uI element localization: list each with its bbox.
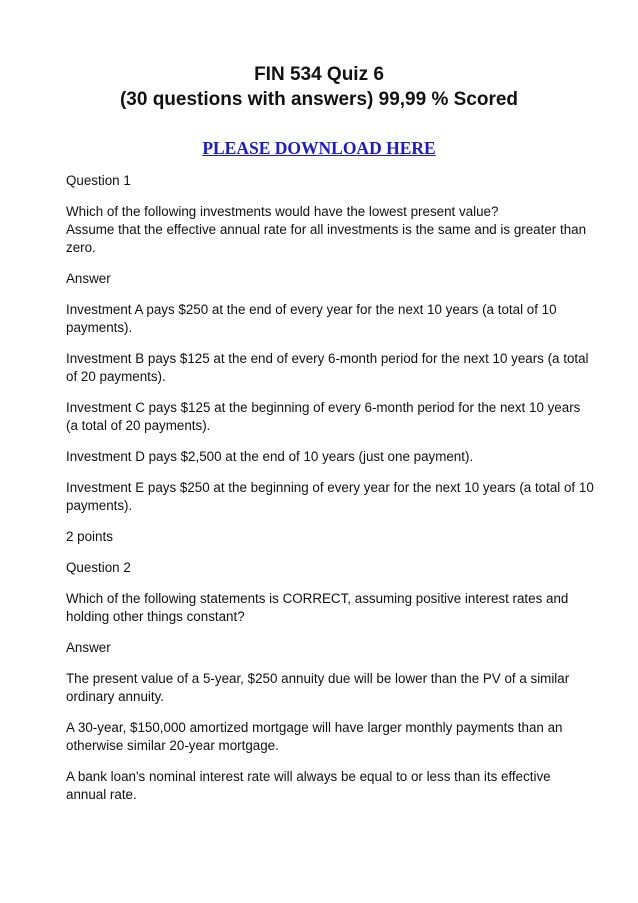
question-1-option-c: Investment C pays $125 at the beginning of every 6-month period for the next 10 years (a total of 20 payments). (66, 400, 581, 433)
question-1-option-e: Investment E pays $250 at the beginning of every year for the next 10 years (a total of 10 payments). (66, 480, 594, 513)
question-1-option-d: Investment D pays $2,500 at the end of 10 years (just one payment). (66, 449, 474, 464)
question-2-text: Which of the following statements is CORRECT, assuming positive interest rates and holding other things constant? (66, 591, 569, 624)
question-2-option-b: A 30-year, $150,000 amortized mortgage will have larger monthly payments than an otherwise similar 20-year mortgage. (66, 720, 563, 753)
question-1-label: Question 1 (66, 173, 131, 188)
question-1-option-a: Investment A pays $250 at the end of every year for the next 10 years (a total of 10 payments). (66, 302, 557, 335)
question-1-option-b: Investment B pays $125 at the end of every 6-month period for the next 10 years (a total of 20 payments). (66, 351, 589, 384)
page-title (0, 62, 638, 112)
question-2-label: Question 2 (66, 560, 131, 575)
question-1-text (66, 203, 594, 257)
question-2-option-a: The present value of a 5-year, $250 annuity due will be lower than the PV of a similar ordinary annuity. (66, 671, 570, 704)
question-2-answer-label: Answer (66, 640, 111, 655)
question-1-text-b: Assume that the effective annual rate for all investments is the same and is greater than zero. (66, 222, 587, 255)
question-2-option-c: A bank loan's nominal interest rate will always be equal to or less than its effective annual rate. (66, 769, 551, 802)
title-line-1: FIN 534 Quiz 6 (254, 64, 384, 85)
question-1-answer-label: Answer (66, 271, 111, 286)
question-1-points: 2 points (66, 529, 113, 544)
question-1-text-a: Which of the following investments would have the lowest present value? (66, 204, 499, 219)
title-line-2: (30 questions with answers) 99,99 % Scored (119, 89, 519, 110)
download-section (0, 138, 638, 159)
download-link[interactable]: PLEASE DOWNLOAD HERE (202, 138, 436, 158)
quiz-content (66, 172, 594, 817)
